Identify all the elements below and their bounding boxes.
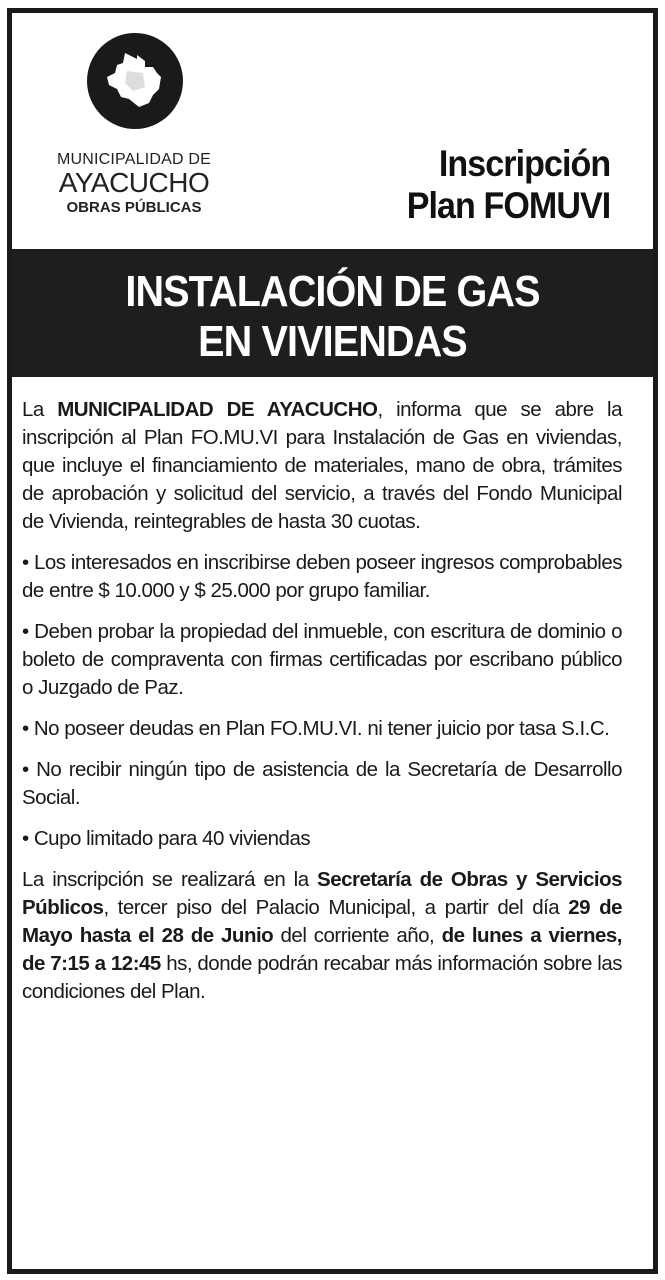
bullet-item: • Los interesados en inscribirse deben poseer ingresos comprobables de entre $ 10.000 y $ 25.000 por grupo familiar. bbox=[22, 551, 622, 602]
title-banner bbox=[12, 249, 653, 377]
org-line3: OBRAS PÚBLICAS bbox=[66, 199, 202, 216]
organization-name bbox=[34, 151, 234, 217]
bullet-item: • No poseer deudas en Plan FO.MU.VI. ni tener juicio por tasa S.I.C. bbox=[22, 717, 610, 740]
closing-paragraph bbox=[22, 866, 622, 1006]
closing-t1: La inscripción se realizará en la bbox=[22, 868, 318, 891]
intro-paragraph bbox=[22, 396, 622, 536]
org-line1: MUNICIPALIDAD DE bbox=[56, 151, 212, 168]
closing-b1: Secretaría de Obras y Servicios Públicos bbox=[22, 868, 622, 919]
intro-pre: La bbox=[22, 398, 58, 421]
heading-line1: Inscripción bbox=[438, 143, 610, 184]
municipality-logo bbox=[87, 33, 183, 129]
closing-b2: 29 de Mayo hasta el 28 de Junio bbox=[22, 896, 623, 947]
org-line2: AYACUCHO bbox=[58, 167, 210, 198]
closing-t2: , tercer piso del Palacio Municipal, a partir del día bbox=[103, 896, 569, 919]
banner-line2: EN VIVIENDAS bbox=[198, 317, 467, 366]
banner-line1: INSTALACIÓN DE GAS bbox=[125, 267, 540, 316]
notice-body bbox=[22, 396, 622, 1019]
closing-t3: del corriente año, bbox=[273, 924, 442, 947]
intro-post: , informa que se abre la inscripción al Plan FO.MU.VI para Instalación de Gas en viviendas, que incluye el financiamiento de materiales, mano de obra, trámites de aprobación y solicitud del servicio, a través del Fondo Municipal de Vivienda, reintegrables de hasta 30 cuotas. bbox=[22, 398, 623, 533]
notice-heading bbox=[406, 143, 610, 227]
closing-b3: de lunes a viernes, de 7:15 a 12:45 bbox=[22, 924, 622, 975]
closing-t4: hs, donde podrán recabar más información sobre las condiciones del Plan. bbox=[22, 952, 623, 1003]
bullet-item: • Cupo limitado para 40 viviendas bbox=[22, 827, 311, 850]
notice-header bbox=[12, 13, 653, 249]
bullet-item: • Deben probar la propiedad del inmueble, con escritura de dominio o boleto de compraventa con firmas certificadas por escribano público o Juzgado de Paz. bbox=[22, 620, 622, 699]
heading-line2: Plan FOMUVI bbox=[406, 185, 610, 226]
bullet-item: • No recibir ningún tipo de asistencia de la Secretaría de Desarrollo Social. bbox=[22, 758, 622, 809]
intro-bold: MUNICIPALIDAD DE AYACUCHO bbox=[57, 398, 378, 421]
